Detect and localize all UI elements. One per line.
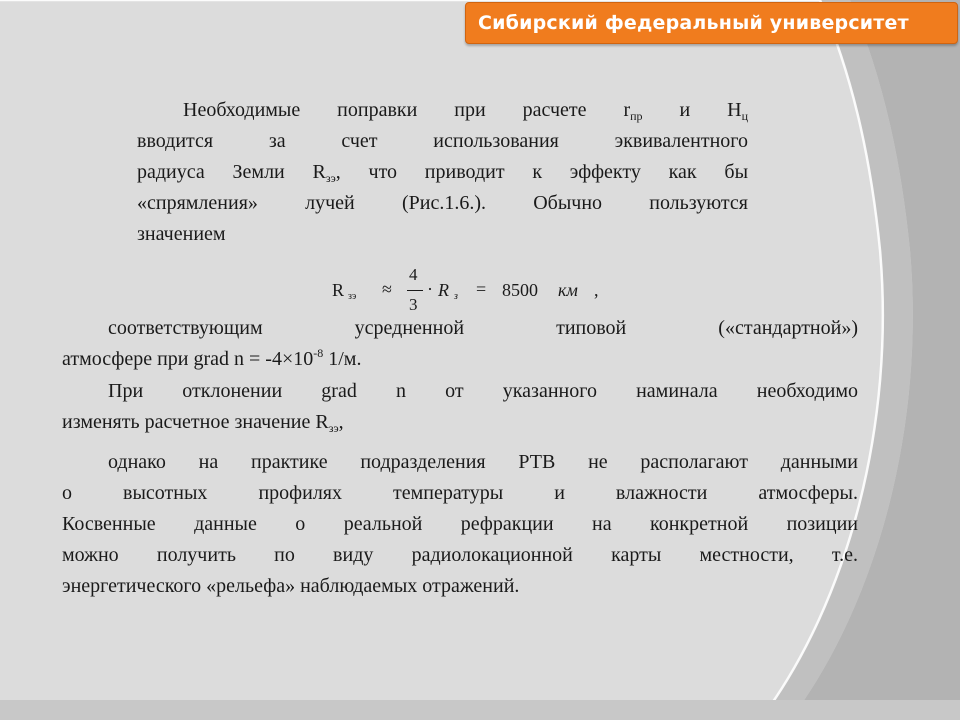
formula-r-sub: зэ xyxy=(348,291,357,302)
paragraph-4-line-1: однако на практике подразделения РТВ не располагают данными xyxy=(108,451,858,473)
formula-numerator: 4 xyxy=(409,265,418,284)
paragraph-2-line-2 xyxy=(62,344,858,375)
paragraph-4-line-2: о высотных профилях температуры и влажности атмосферы. xyxy=(62,482,858,504)
paragraph-1-line-3-post: , что приводит к эффекту как бы xyxy=(335,161,748,183)
paragraph-3 xyxy=(62,376,858,438)
paragraph-2 xyxy=(62,313,858,375)
paragraph-4-line-4: можно получить по виду радиолокационной карты местности, т.е. xyxy=(62,544,858,566)
paragraph-1 xyxy=(137,95,748,250)
formula-comma: , xyxy=(594,280,599,300)
paragraph-2-line-2-text: атмосфере при grad n = -4×10 xyxy=(62,348,314,370)
paragraph-2-line-2-post: 1/м. xyxy=(323,348,362,370)
formula-r2-sub: з xyxy=(454,291,458,302)
paragraph-1-line-4: «спрямления» лучей (Рис.1.6.). Обычно пользуются xyxy=(137,192,748,214)
formula-r: R xyxy=(332,280,345,300)
paragraph-3-line-1: При отклонении grad n от указанного наминала необходимо xyxy=(108,380,858,402)
formula-r2: R xyxy=(438,280,449,300)
paragraph-1-line-1-mid: и H xyxy=(642,99,742,121)
formula-dot: · xyxy=(427,279,433,299)
subscript-ze: зэ xyxy=(325,171,336,185)
paragraph-1-line-3 xyxy=(137,157,748,188)
header-banner xyxy=(465,2,958,44)
subscript-ts: ц xyxy=(741,109,748,123)
paragraph-1-line-2: вводится за счет использования эквивалентного xyxy=(137,130,748,152)
paragraph-1-line-5: значением xyxy=(137,223,226,245)
fraction-bar xyxy=(407,290,423,291)
subscript-pr: пр xyxy=(630,109,643,123)
paragraph-1-line-1 xyxy=(137,95,748,126)
header-title: Сибирский федеральный университет xyxy=(478,12,909,34)
paragraph-1-line-1-text: Необходимые поправки при расчете r xyxy=(183,99,631,121)
paragraph-3-line-2 xyxy=(62,407,858,438)
formula-value: 8500 xyxy=(502,280,538,300)
paragraph-1-line-3-text: радиуса Земли R xyxy=(137,161,326,183)
paragraph-4-line-3: Косвенные данные о реальной рефракции на конкретной позиции xyxy=(62,513,858,535)
paragraph-4-line-5: энергетического «рельефа» наблюдаемых отражений. xyxy=(62,575,520,597)
paragraph-3-line-2-post: , xyxy=(338,411,344,433)
paragraph-3-line-2-text: изменять расчетное значение R xyxy=(62,411,329,433)
paragraph-4 xyxy=(62,447,858,602)
formula xyxy=(332,262,622,320)
formula-unit: км xyxy=(558,280,578,300)
superscript-exponent: -8 xyxy=(313,346,324,360)
subscript-ze-2: зэ xyxy=(328,421,339,435)
formula-approx: ≈ xyxy=(382,279,392,299)
formula-equals: = xyxy=(476,279,487,299)
formula-denominator: 3 xyxy=(409,295,418,314)
paragraph-2-line-1: соответствующим усредненной типовой («стандартной») xyxy=(108,317,858,339)
